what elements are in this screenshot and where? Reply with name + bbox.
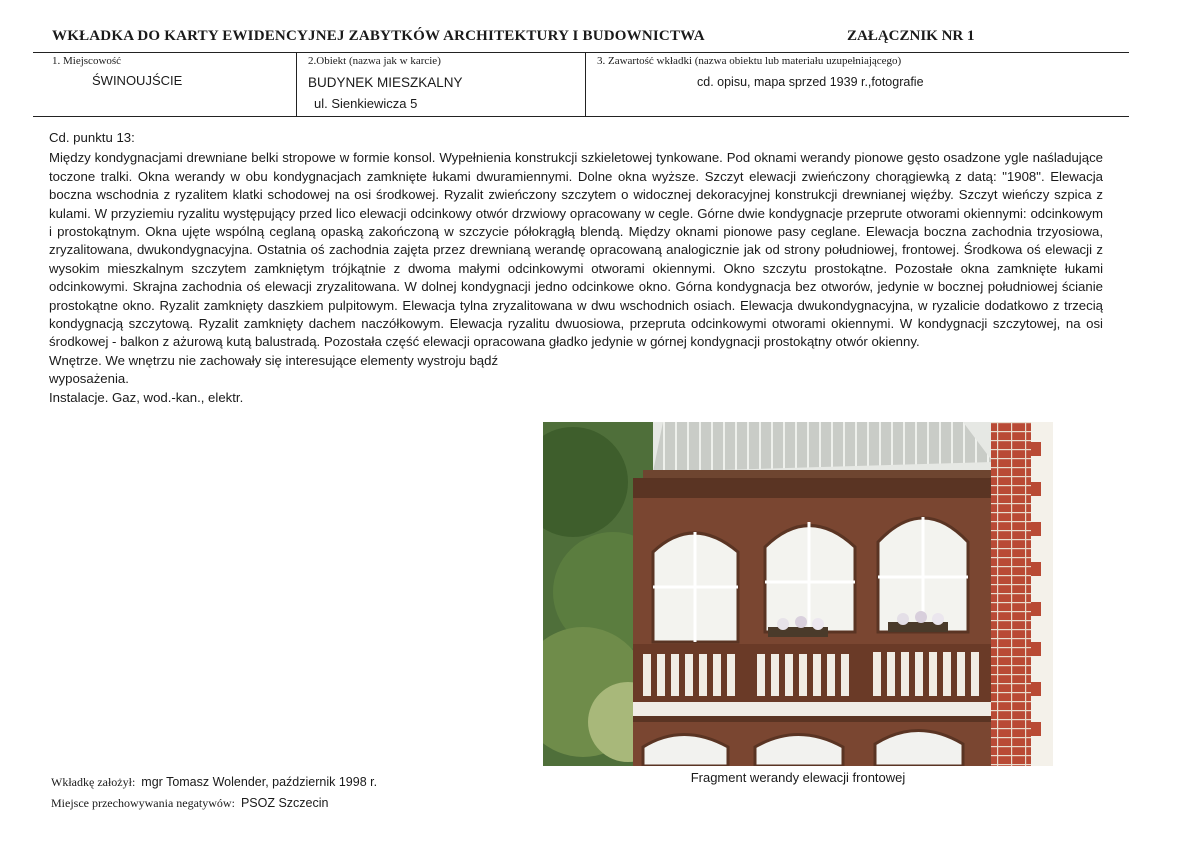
author-line xyxy=(51,775,377,790)
locality-value: ŚWINOUJŚCIE xyxy=(92,73,183,88)
description-body xyxy=(49,129,1103,407)
header-rule-top xyxy=(33,52,1129,53)
interior-paragraph: Wnętrze. We wnętrzu nie zachowały się interesujące elementy wystroju bądź wyposażenia. xyxy=(49,352,499,387)
author-label: Wkładkę założył: xyxy=(51,775,136,789)
object-label: 2.Obiekt (nazwa jak w karcie) xyxy=(308,55,441,67)
author-value: mgr Tomasz Wolender, październik 1998 r. xyxy=(141,775,378,789)
object-name-value: BUDYNEK MIESZKALNY xyxy=(308,75,463,90)
veranda-photo xyxy=(543,422,1053,766)
section-heading: Cd. punktu 13: xyxy=(49,130,135,145)
document-title: WKŁADKA DO KARTY EWIDENCYJNEJ ZABYTKÓW ARCHITEKTURY I BUDOWNICTWA xyxy=(52,28,705,44)
object-address-value: ul. Sienkiewicza 5 xyxy=(314,96,418,111)
header-rule-bottom xyxy=(33,116,1129,117)
photo-caption: Fragment werandy elewacji frontowej xyxy=(690,770,906,785)
field-divider-2 xyxy=(585,53,586,116)
annex-number: ZAŁĄCZNIK NR 1 xyxy=(847,28,975,44)
storage-label: Miejsce przechowywania negatywów: xyxy=(51,796,235,810)
storage-value: PSOZ Szczecin xyxy=(240,796,329,810)
contents-value: cd. opisu, mapa sprzed 1939 r.,fotografie xyxy=(697,75,924,89)
contents-label: 3. Zawartość wkładki (nazwa obiektu lub materiału uzupełniającego) xyxy=(597,55,902,67)
field-divider-1 xyxy=(296,53,297,116)
storage-line xyxy=(51,796,328,811)
locality-label: 1. Miejscowość xyxy=(52,55,122,67)
description-paragraph: Między kondygnacjami drewniane belki stropowe w formie konsol. Wypełnienia konstrukcji szkieletowej tynkowane. Pod oknami werandy pionowe gęsto osadzone ygle naśladujące toczone tralki. Okna werandy w obu kondygnacjach zamknięte łukami dwuramiennymi. Dolne okna wyższe. Szczyt elewacji zwieńczony chorągiewką z datą: "1908". Elewacja boczna wschodnia z ryzalitem klatki schodowej na osi środkowej. Ryzalit zwieńczony szczytem o widocznej dekoracyjnej konstrukcji drewnianej więźby. Szczyt wieńczy szpica z kulami. W przyziemiu ryzalitu występujący przed lico elewacji odcinkowy otwór drzwiowy opracowany w cegle. Górne dwie kondygnacje przeprute otworami okiennymi: odcinkowym i prostokątnym. Okna ujęte wspólną ceglaną opaską zakończoną w szczycie półokrągłą blendą. Między oknami pionowe pasy ceglane. Elewacja boczna zachodnia trzyosiowa, zryzalitowana, dwukondygnacyjna. Ostatnia oś zachodnia zajęta przez drewnianą werandę opracowaną analogicznie jak od strony południowej, frontowej. Środkowa oś elewacji z wysokim mieszkalnym szczytem zamkniętym trójkątnie z dwoma małymi odcinkowymi otworami okiennymi. Okno szczytu prostokątne. Pozostałe okna zamknięte łukami odcinkowymi. Skrajna zachodnia oś elewacji zryzalitowana. W dolnej kondygnacji jedno odcinkowe okno. Górna kondygnacja bez otworów, jedynie w bocznej południowej ścianie prostokątne okno. Ryzalit zamknięty daszkiem pulpitowym. Elewacja tylna zryzalitowana w dwu wschodnich osiach. Elewacja dwukondygnacyjna, w ryzalicie dodatkowo z trzecią kondygnacją szczytową. Ryzalit zamknięty dachem naczółkowym. Elewacja ryzalitu dwuosiowa, przepruta odcinkowymi otworami okiennymi. W kondygnacji szczytowej, na osi środkowej - balkon z ażurową kutą balustradą. Pozostała część elewacji opracowana gładko jedynie w górnej kondygnacji prostokątny otwór okienny. xyxy=(49,150,1103,350)
installations-paragraph: Instalacje. Gaz, wod.-kan., elektr. xyxy=(49,389,244,405)
